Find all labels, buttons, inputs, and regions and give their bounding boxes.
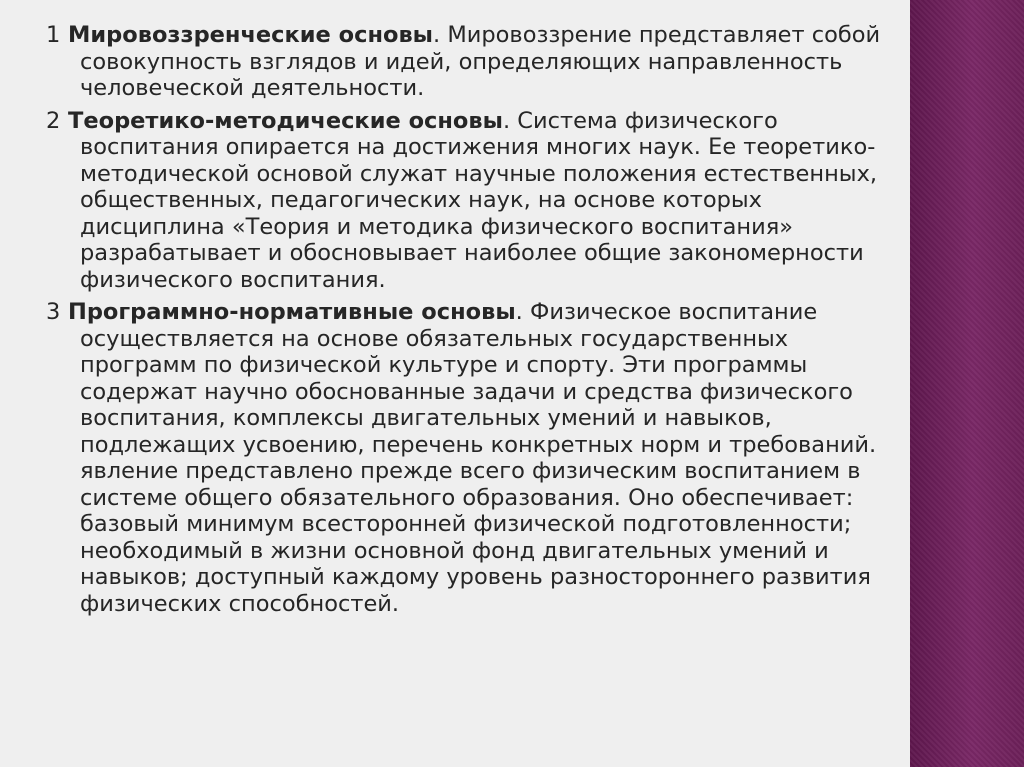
paragraph-body: . Мировоззрение представляет собой совокупность взглядов и идей, определяющих направленность человеческой деятельности. [80,22,881,101]
paragraph-body: . Система физического воспитания опирается на достижения многих наук. Ее теоретико-методической основой служат научные положения естественных, общественных, педагогических наук, на основе которых дисциплина «Теория и методика физического воспитания» разрабатывает и обосновывает наиболее общие закономерности физического воспитания. [80,107,878,293]
paragraph-theoretical-methodical-foundations [46,108,896,294]
paragraph-heading: Мировоззренческие основы [68,22,434,48]
paragraph-heading: Теоретико-методические основы [68,107,503,134]
paragraph-program-normative-foundations [46,299,896,617]
paragraph-number: 2 [46,107,61,134]
paragraph-number: 1 [46,22,61,48]
paragraph-body: . Физическое воспитание осуществляется на основе обязательных государственных программ по физической культуре и спорту. Эти программы содержат научно обоснованные задачи и средства физического воспитания, комплексы двигательных умений и навыков, подлежащих усвоению, перечень конкретных норм и требований. явление представлено прежде всего физическим воспитанием в системе общего обязательного образования. Оно обеспечивает: базовый минимум всесторонней физической подготовленности; необходимый в жизни основной фонд двигательных умений и навыков; доступный каждому уровень разностороннего развития физических способностей. [80,299,877,617]
paragraph-worldview-foundations [46,22,896,102]
paragraph-number: 3 [46,299,61,325]
text-block [46,22,896,623]
paragraph-heading: Программно-нормативные основы [68,299,516,325]
decorative-side-bar [910,0,1024,767]
